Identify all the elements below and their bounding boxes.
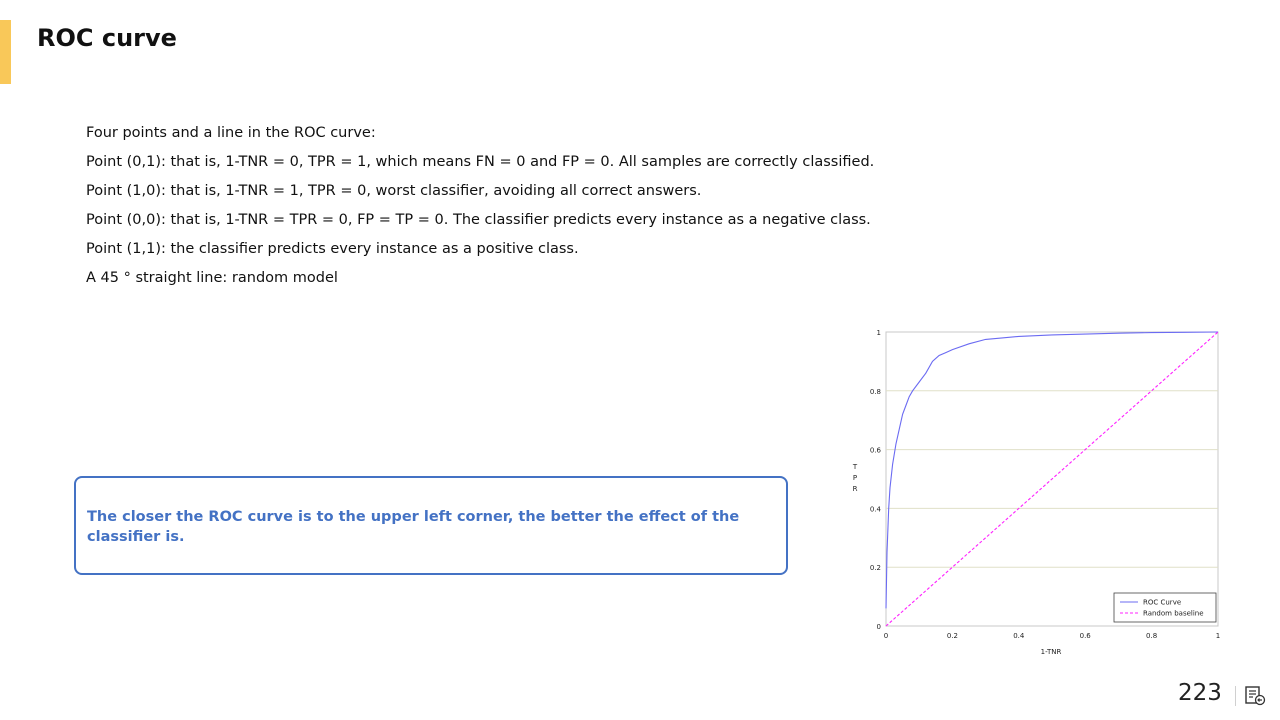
y-tick-label: 0.8 bbox=[869, 387, 881, 396]
roc-chart-svg bbox=[843, 318, 1233, 663]
roc-chart bbox=[843, 318, 1233, 663]
body-line: Point (1,1): the classifier predicts every instance as a positive class. bbox=[86, 241, 579, 257]
x-tick-label: 1 bbox=[1215, 632, 1221, 640]
body-line: Four points and a line in the ROC curve: bbox=[86, 125, 376, 141]
x-tick-label: 0.6 bbox=[1079, 632, 1091, 640]
title-accent-bar bbox=[0, 20, 11, 84]
y-axis-label: P bbox=[852, 474, 858, 482]
legend bbox=[1114, 593, 1216, 622]
callout-box bbox=[74, 476, 788, 575]
body-line: Point (1,0): that is, 1-TNR = 1, TPR = 0, worst classifier, avoiding all correct answers. bbox=[86, 183, 702, 199]
legend-label: ROC Curve bbox=[1143, 598, 1182, 607]
document-icon[interactable] bbox=[1245, 686, 1267, 706]
x-tick-label: 0.4 bbox=[1013, 632, 1025, 640]
page-number: 223 bbox=[1178, 680, 1222, 706]
footer-divider bbox=[1235, 686, 1236, 706]
x-tick-label: 0 bbox=[883, 632, 889, 640]
x-tick-label: 0.2 bbox=[946, 632, 958, 640]
callout-text: The closer the ROC curve is to the upper left corner, the better the effect of the classifier is. bbox=[87, 509, 740, 545]
body-line: A 45 ° straight line: random model bbox=[86, 270, 338, 286]
body-line: Point (0,0): that is, 1-TNR = TPR = 0, FP = TP = 0. The classifier predicts every instance as a negative class. bbox=[86, 212, 871, 228]
body-line: Point (0,1): that is, 1-TNR = 0, TPR = 1, which means FN = 0 and FP = 0. All samples are correctly classified. bbox=[86, 154, 875, 170]
y-tick-label: 1 bbox=[876, 329, 881, 337]
page-title: ROC curve bbox=[37, 24, 177, 52]
y-tick-label: 0.2 bbox=[869, 564, 881, 573]
y-tick-label: 0 bbox=[876, 623, 881, 631]
y-axis-label: T bbox=[852, 463, 858, 471]
x-tick-label: 0.8 bbox=[1146, 632, 1158, 640]
y-axis-label: R bbox=[852, 485, 858, 493]
x-axis-label: 1-TNR bbox=[1040, 648, 1062, 656]
body-text bbox=[86, 119, 946, 293]
y-tick-label: 0.6 bbox=[869, 446, 881, 455]
legend-label: Random baseline bbox=[1143, 609, 1204, 618]
y-tick-label: 0.4 bbox=[869, 505, 881, 514]
